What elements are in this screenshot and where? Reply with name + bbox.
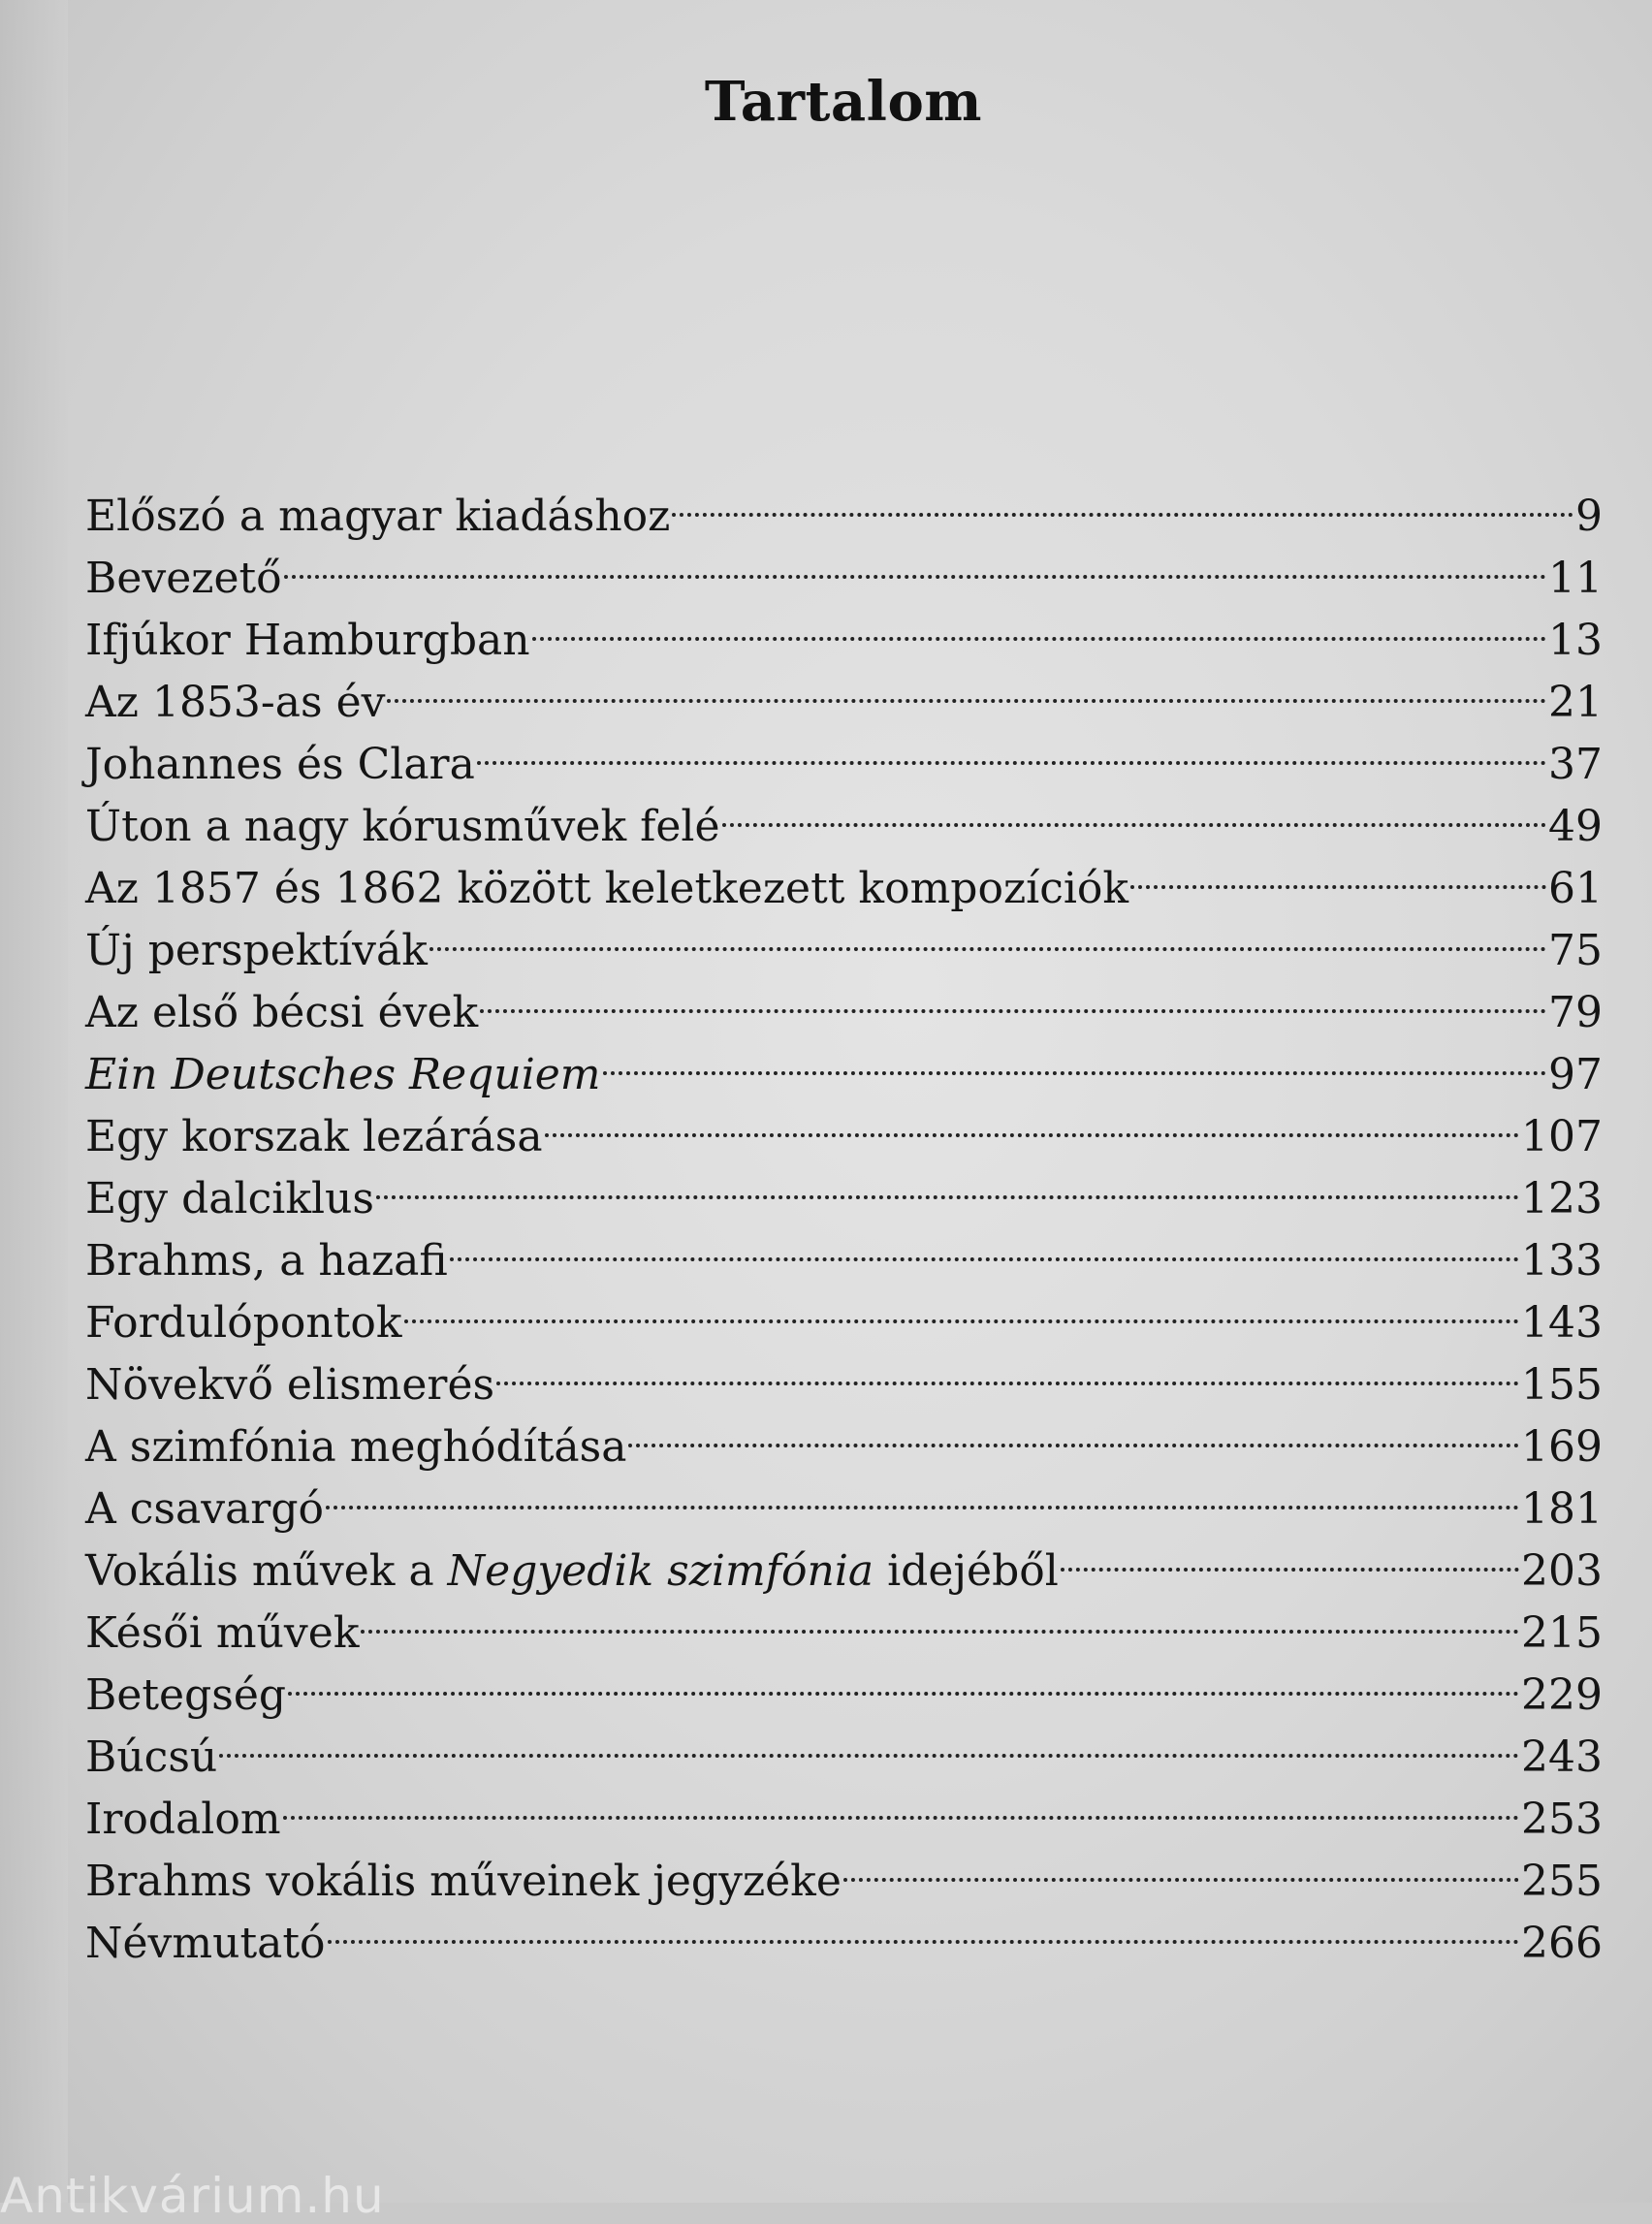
toc-entry-page-number: 75 xyxy=(1548,926,1603,975)
page-edge-shadow xyxy=(0,0,68,2203)
toc-entry-page-number: 169 xyxy=(1521,1422,1603,1472)
toc-entry xyxy=(85,1647,1603,1720)
toc-entry-page-number: 123 xyxy=(1521,1174,1603,1223)
toc-entry-title xyxy=(85,796,720,858)
toc-entry-page-number: 9 xyxy=(1575,492,1603,541)
toc-entry xyxy=(85,468,1603,541)
toc-entry-page-number: 255 xyxy=(1521,1857,1603,1906)
toc-entry-title xyxy=(85,1478,324,1541)
toc-entry-page-number: 143 xyxy=(1521,1298,1603,1348)
toc-entry-title xyxy=(85,1913,326,1975)
toc-entry-page-number: 243 xyxy=(1521,1732,1603,1782)
toc-entry-title xyxy=(85,1230,448,1292)
toc-dot-leader xyxy=(532,592,1546,654)
toc-dot-leader xyxy=(672,468,1573,530)
toc-dot-leader xyxy=(480,965,1546,1027)
toc-entry-page-number: 21 xyxy=(1548,678,1603,727)
toc-entry-title xyxy=(85,1727,217,1789)
toc-entry-page-number: 203 xyxy=(1521,1546,1603,1596)
toc-entry-page-number: 79 xyxy=(1548,988,1603,1037)
toc-entry-page-number: 133 xyxy=(1521,1236,1603,1286)
toc-entry-title-part: Betegség xyxy=(85,1670,287,1720)
toc-entry-title-part: Úton a nagy kórusművek felé xyxy=(85,802,720,851)
toc-dot-leader xyxy=(1130,841,1546,903)
toc-entry-page-number: 11 xyxy=(1548,554,1603,603)
toc-entry-title-part: Egy dalciklus xyxy=(85,1174,374,1223)
toc-entry-title-part: Az 1857 és 1862 között keletkezett kompozíciók xyxy=(85,864,1129,913)
toc-entry-page-number: 61 xyxy=(1548,864,1603,913)
toc-entry-page-number: 37 xyxy=(1548,740,1603,789)
toc-entry-page-number: 107 xyxy=(1521,1112,1603,1161)
toc-entry xyxy=(85,1771,1603,1844)
toc-entry-title-part: Egy korszak lezárása xyxy=(85,1112,543,1161)
toc-entry-title xyxy=(85,1354,494,1416)
toc-entry-title xyxy=(85,1168,374,1230)
toc-dot-leader xyxy=(284,530,1546,592)
toc-dot-leader xyxy=(404,1275,1519,1337)
toc-entry-page-number: 49 xyxy=(1548,802,1603,851)
toc-entry xyxy=(85,592,1603,665)
toc-entry-title-part: idejéből xyxy=(874,1546,1059,1596)
toc-dot-leader xyxy=(545,1089,1519,1151)
toc-dot-leader xyxy=(603,1027,1546,1089)
toc-entry-title-part: Késői művek xyxy=(85,1608,360,1658)
toc-entry-title-part: Az első bécsi évek xyxy=(85,988,479,1037)
toc-entry-page-number: 253 xyxy=(1521,1795,1603,1844)
toc-entry xyxy=(85,530,1603,603)
toc-dot-leader xyxy=(450,1213,1519,1275)
toc-entry-page-number: 155 xyxy=(1521,1360,1603,1410)
toc-dot-leader xyxy=(722,778,1546,841)
toc-entry-title-part: Brahms vokális műveinek jegyzéke xyxy=(85,1857,842,1906)
toc-dot-leader xyxy=(843,1833,1519,1895)
toc-entry xyxy=(85,1833,1603,1906)
toc-entry-title xyxy=(85,548,282,610)
toc-entry-title xyxy=(85,1292,402,1354)
toc-entry-title-part: Előszó a magyar kiadáshoz xyxy=(85,492,671,541)
toc-dot-leader xyxy=(628,1399,1519,1461)
toc-entry-page-number: 181 xyxy=(1521,1484,1603,1534)
toc-entry-title xyxy=(85,982,478,1044)
toc-entry-title-part: Brahms, a hazafi xyxy=(85,1236,448,1286)
toc-entry-title-part: Növekvő elismerés xyxy=(85,1360,495,1410)
toc-dot-leader xyxy=(376,1151,1519,1213)
toc-dot-leader xyxy=(429,903,1546,965)
toc-dot-leader xyxy=(387,654,1546,716)
watermark: Antikvárium.hu xyxy=(0,2168,385,2224)
toc-entry-title-part: Irodalom xyxy=(85,1795,281,1844)
toc-entry-title-part: Johannes és Clara xyxy=(85,740,475,789)
toc-entry-title-part: Bevezető xyxy=(85,554,282,603)
toc-dot-leader xyxy=(477,716,1546,778)
toc-entry xyxy=(85,1709,1603,1782)
page-title: Tartalom xyxy=(704,69,983,134)
toc-entry-title-part: Negyedik szimfónia xyxy=(447,1546,874,1596)
toc-entry-title-part: Vokális művek a xyxy=(85,1546,448,1596)
toc-entry-title-part: Új perspektívák xyxy=(85,926,428,975)
toc-dot-leader xyxy=(288,1647,1519,1709)
toc-entry-title xyxy=(85,920,428,982)
toc-entry-page-number: 97 xyxy=(1548,1050,1603,1099)
toc-entry-title-part: Ein Deutsches Requiem xyxy=(85,1050,601,1099)
toc-dot-leader xyxy=(283,1771,1519,1833)
toc-dot-leader xyxy=(219,1709,1519,1771)
toc-entry-page-number: 13 xyxy=(1548,616,1603,665)
toc-entry-title-part: Fordulópontok xyxy=(85,1298,402,1348)
toc-entry-title-part: A csavargó xyxy=(85,1484,324,1534)
toc-entry-title-part: Ifjúkor Hamburgban xyxy=(85,616,530,665)
toc-entry-page-number: 215 xyxy=(1521,1608,1603,1658)
toc-dot-leader xyxy=(1061,1523,1519,1585)
table-of-contents xyxy=(85,468,1603,1968)
toc-entry-title xyxy=(85,734,475,796)
toc-dot-leader xyxy=(496,1337,1519,1399)
toc-entry-title-part: Búcsú xyxy=(85,1732,218,1782)
toc-dot-leader xyxy=(328,1895,1519,1957)
toc-entry-page-number: 266 xyxy=(1521,1919,1603,1968)
toc-entry-title-part: Az 1853-as év xyxy=(85,678,386,727)
toc-entry-title-part: A szimfónia meghódítása xyxy=(85,1422,627,1472)
toc-dot-leader xyxy=(361,1585,1519,1647)
toc-dot-leader xyxy=(326,1461,1519,1523)
toc-entry-title-part: Névmutató xyxy=(85,1919,326,1968)
toc-entry-page-number: 229 xyxy=(1521,1670,1603,1720)
toc-entry-title xyxy=(85,1789,281,1851)
toc-entry-title xyxy=(85,1044,601,1106)
toc-entry-title xyxy=(85,672,385,734)
